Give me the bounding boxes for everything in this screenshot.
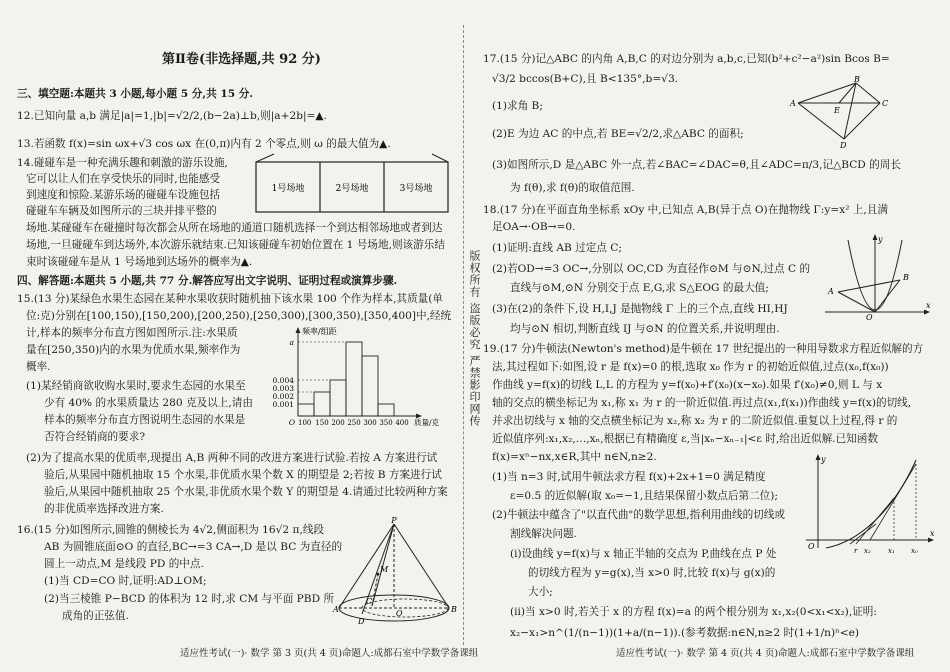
section-title: 第Ⅱ卷(非选择题,共 92 分): [162, 52, 321, 67]
q17-line: (1)求角 B;: [492, 100, 543, 112]
q15-line: 的非优质率选择改进方案.: [44, 503, 164, 515]
q14-line: 它可以让人们在享受快乐的同时,也能感受: [26, 173, 221, 185]
q15-line: 少有 40% 的水果质量达 280 克及以上,请由: [44, 397, 253, 409]
hist-xtick: 100: [298, 419, 312, 427]
q19-line: f(x)=xⁿ−nx,x∈R,其中 n∈N,n≥2.: [492, 451, 657, 463]
q19-line: 并求出切线与 x 轴的交点横坐标记为 x₂,称 x₂ 为 r 的二阶近似值.重复以上过程,得 r 的: [492, 415, 898, 427]
hist-bar: [378, 404, 394, 416]
hist-xtick: 250: [347, 419, 361, 427]
q15-line: (2)为了提高水果的优质率,现提出 A,B 两种不同的改进方案进行试验.若按 A 方案进行试: [26, 452, 438, 464]
para-label-o: O: [866, 313, 873, 322]
hist-ytick: 0.003: [272, 384, 294, 393]
q19-line: 法,其过程如下:如图,设 r 是 f(x)=0 的根,选取 x₀ 作为 r 的初始近似值,过点(x₀,f(x₀)): [492, 361, 889, 373]
hist-ytick: a: [289, 338, 294, 347]
q18-line: 均与⊙N 相切,判断直线 IJ 与⊙N 的位置关系,并说明理由.: [510, 323, 780, 335]
hist-xlabel: 质量/克: [414, 418, 440, 427]
q15-line: 15.(13 分)某绿色水果生态园在某种水果收获时随机抽下该水果 100 个作为样本,其质量(单: [17, 293, 444, 305]
q18-line: 足OA→·OB→=0.: [492, 221, 576, 233]
q19-line: (2)牛顿法中蕴含了"以直代曲"的数学思想,指利用曲线的切线或: [492, 509, 785, 521]
question-12: 12.已知向量 a,b 满足|a|=1,|b|=√2/2,(b−2a)⊥b,则|a+2b|=▲.: [17, 110, 327, 122]
q14-line: 14.碰碰车是一种充满乐趣和刺激的游乐设施,: [17, 157, 228, 169]
q15-line: 样本的频率分布直方图说明生态园的水果是: [44, 414, 246, 426]
cone-figure: [332, 516, 457, 628]
q16-line: 圆上一动点,M 是线段 PD 的中点.: [44, 558, 204, 570]
q15-line: 量在[250,350)内的水果为优质水果,频率作为: [26, 344, 241, 356]
footer-author-left: 命题人:成都石室中学数学备课组: [342, 648, 479, 659]
question-13: 13.若函数 f(x)=sin ωx+√3 cos ωx 在(0,π)内有 2 个零点,则 ω 的最大值为▲.: [17, 138, 391, 150]
page-divider: [463, 25, 464, 645]
q16-line: 成角的正弦值.: [62, 610, 129, 622]
para-label-a: A: [828, 287, 834, 296]
hist-xtick: 300: [363, 419, 377, 427]
tri-label-a: A: [790, 99, 796, 108]
q19-line: (ⅰ)设曲线 y=f(x)与 x 轴正半轴的交点为 P,曲线在点 P 处: [510, 548, 777, 560]
newton-label-y: y: [821, 455, 826, 464]
newton-label-r: r: [854, 547, 858, 555]
q16-line: (1)当 CD=CO 时,证明:AD⊥OM;: [44, 575, 207, 587]
bumper-car-fields-figure: [254, 152, 454, 216]
field-3-label: 3号场地: [399, 184, 433, 194]
q17-line: 为 f(θ),求 f(θ)的取值范围.: [510, 182, 635, 194]
q14-line: 场地,一旦碰碰车到达场外,本次游乐就结束.已知该碰碰车初始位置在 1 号场地,则该游乐结: [26, 239, 445, 251]
q19-line: 轴的交点的横坐标记为 x₁,称 x₁ 为 r 的一阶近似值.再过点(x₁,f(x₁))作曲线 y=f(x)的切线,: [492, 397, 912, 409]
q18-line: (1)证明:直线 AB 过定点 C;: [492, 242, 622, 254]
footer-author-right: 命题人:成都石室中学数学备课组: [778, 648, 915, 659]
hist-bar: [314, 392, 330, 416]
newton-label-o: O: [808, 542, 815, 551]
q19-line: ε=0.5 的近似解(取 x₀=−1,且结果保留小数点后第二位);: [510, 490, 778, 502]
q17-line: (2)E 为边 AC 的中点,若 BE=√2/2,求△ABC 的面积;: [492, 128, 744, 140]
q19-line: 近似值序列:x₁,x₂,…,xₙ,根据已有精确度 ε,当|xₙ−xₙ₋₁|<ε 时,给出近似解.已知函数: [492, 433, 878, 445]
footer-page-3: 适应性考试(一)· 数学 第 3 页(共 4 页): [180, 648, 343, 659]
q18-line: 18.(17 分)在平面直角坐标系 xOy 中,已知点 A,B(异于点 O)在抛物线 Γ:y=x² 上,且满: [483, 204, 888, 216]
q19-line: 割线解决问题.: [510, 528, 577, 540]
q15-line: 位:克)分别在[100,150),[150,200),[200,250),[250,300),[300,350),[350,400]中,经统: [26, 310, 452, 322]
q16-line: 16.(15 分)如图所示,圆锥的侧棱长为 4√2,侧面积为 16√2 π,线段: [17, 524, 325, 536]
q19-line: (1)当 n=3 时,试用牛顿法求方程 f(x)+2x+1=0 满足精度: [492, 471, 766, 483]
q15-line: 否符合经销商的要求?: [44, 431, 146, 443]
section-4-heading: 四、解答题:本题共 5 小题,共 77 分.解答应写出文字说明、证明过程或演算步骤.: [17, 275, 398, 287]
tri-label-d: D: [840, 141, 847, 150]
triangle-figure: [788, 75, 893, 150]
field-2-label: 2号场地: [335, 184, 369, 194]
q19-line: 的切线方程为 y=g(x),当 x>0 时,比较 f(x)与 g(x)的: [528, 567, 776, 579]
newton-label-x0: x₀: [911, 547, 918, 555]
copyright-notice: 版权所有 盗版必究 严禁影印网传: [468, 250, 481, 427]
q19-line: 大小;: [528, 586, 553, 598]
cone-label-d: D: [358, 617, 365, 626]
q15-line: 计,样本的频率分布直方图如图所示.注:水果质: [26, 327, 238, 339]
q19-line: x₂−x₁>n^(1/(n−1))(1+a/(n−1)).(参考数据:n∈N,n≥2 时(1+1/n)ⁿ<e): [510, 627, 859, 639]
q19-line: 作曲线 y=f(x)的切线 L,L 的方程为 y=f(x₀)+f′(x₀)(x−x₀).如果 f′(x₀)≠0,则 L 与 x: [492, 379, 883, 391]
parabola-figure: [820, 230, 935, 320]
para-label-y: y: [878, 235, 883, 244]
cone-label-c: C: [366, 597, 373, 606]
hist-ytick: 0.001: [272, 400, 294, 409]
hist-bar: [298, 404, 314, 416]
q15-line: 验后,从果园中随机抽取 15 个水果,非优质水果个数 X 的期望是 2;若按 B 方案进行试: [44, 469, 442, 481]
tri-label-b: B: [854, 75, 860, 84]
q19-line: (ⅱ)当 x>0 时,若关于 x 的方程 f(x)=a 的两个根分别为 x₁,x₂(0<x₁<x₂),证明:: [510, 606, 877, 618]
q17-line: (3)如图所示,D 是△ABC 外一点,若∠BAC=∠DAC=θ,且∠ADC=π/3,记△BCD 的周长: [492, 159, 901, 171]
q18-line: (3)在(2)的条件下,设 H,I,J 是抛物线 Γ 上的三个点,直线 HI,HJ: [492, 303, 788, 315]
cone-label-o: O: [396, 609, 403, 618]
q14-line: 碰碰车车辆及如图所示的三块并排平整的: [26, 205, 217, 217]
hist-bar: [330, 380, 346, 416]
footer-page-4: 适应性考试(一)· 数学 第 4 页(共 4 页): [616, 648, 779, 659]
q17-line: 17.(15 分)记△ABC 的内角 A,B,C 的对边分别为 a,b,c,已知(b²+c²−a²)sin Bcos B=: [483, 53, 890, 65]
hist-xtick: 400: [395, 419, 409, 427]
hist-xtick: 350: [379, 419, 393, 427]
q16-line: (2)当三棱锥 P−BCD 的体积为 12 时,求 CM 与平面 PBD 所: [44, 593, 335, 605]
q16-line: AB 为圆锥底面⊙O 的直径,BC→=3 CA→,D 是以 BC 为直径的: [44, 541, 343, 553]
hist-ytick: 0.002: [272, 392, 294, 401]
field-1-label: 1号场地: [271, 184, 305, 194]
newton-label-x1: x₁: [888, 547, 895, 555]
cone-label-p: P: [391, 516, 397, 525]
cone-label-a: A: [333, 605, 339, 614]
hist-xtick: O: [288, 418, 296, 427]
hist-ylabel: 频率/组距: [302, 327, 337, 336]
cone-label-b: B: [451, 605, 457, 614]
q15-line: (1)某经销商欲收购水果时,要求生态园的水果至: [26, 380, 246, 392]
newton-method-figure: [798, 452, 938, 560]
hist-xtick: 200: [331, 419, 345, 427]
hist-xtick: 150: [315, 419, 329, 427]
tri-label-c: C: [882, 99, 889, 108]
right-page: [478, 0, 940, 672]
q14-line: 束时该碰碰车是从 1 号场地到达场外的概率为▲.: [26, 256, 253, 268]
cone-label-m: M: [380, 565, 389, 574]
hist-bar: [346, 342, 362, 416]
q17-line: √3/2 bccos(B+C),且 B<135°,b=√3.: [492, 73, 679, 85]
tri-label-e: E: [834, 106, 840, 115]
q15-line: 验后,从果园中随机抽取 25 个水果,非优质水果个数 Y 的期望是 4.请通过比较两种方案: [44, 486, 448, 498]
hist-ytick: 0.004: [272, 376, 294, 385]
hist-bar: [362, 356, 378, 416]
q15-line: 概率.: [26, 361, 51, 373]
section-3-heading: 三、填空题:本题共 3 小题,每小题 5 分,共 15 分.: [17, 88, 254, 100]
q14-line: 到速度和惊险.某游乐场的碰碰车设施包括: [26, 189, 221, 201]
frequency-histogram: [272, 324, 455, 434]
q18-line: 直线与⊙M,⊙N 分别交于点 E,G,求 S△EOG 的最大值;: [510, 282, 769, 294]
newton-label-x2: x₂: [864, 547, 871, 555]
newton-label-x: x: [930, 529, 935, 538]
para-label-b: B: [903, 273, 909, 282]
q18-line: (2)若OD→=3 OC→,分别以 OC,CD 为直径作⊙M 与⊙N,过点 C 的: [492, 263, 811, 275]
para-label-x: x: [926, 301, 931, 310]
q19-line: 19.(17 分)牛顿法(Newton's method)是牛顿在 17 世纪提出的一种用导数求方程近似解的方: [483, 343, 924, 355]
q14-line: 场地.某碰碰车在碰撞时每次都会从所在场地的通道口随机选择一个到达相邻场地或者到达: [26, 222, 443, 234]
